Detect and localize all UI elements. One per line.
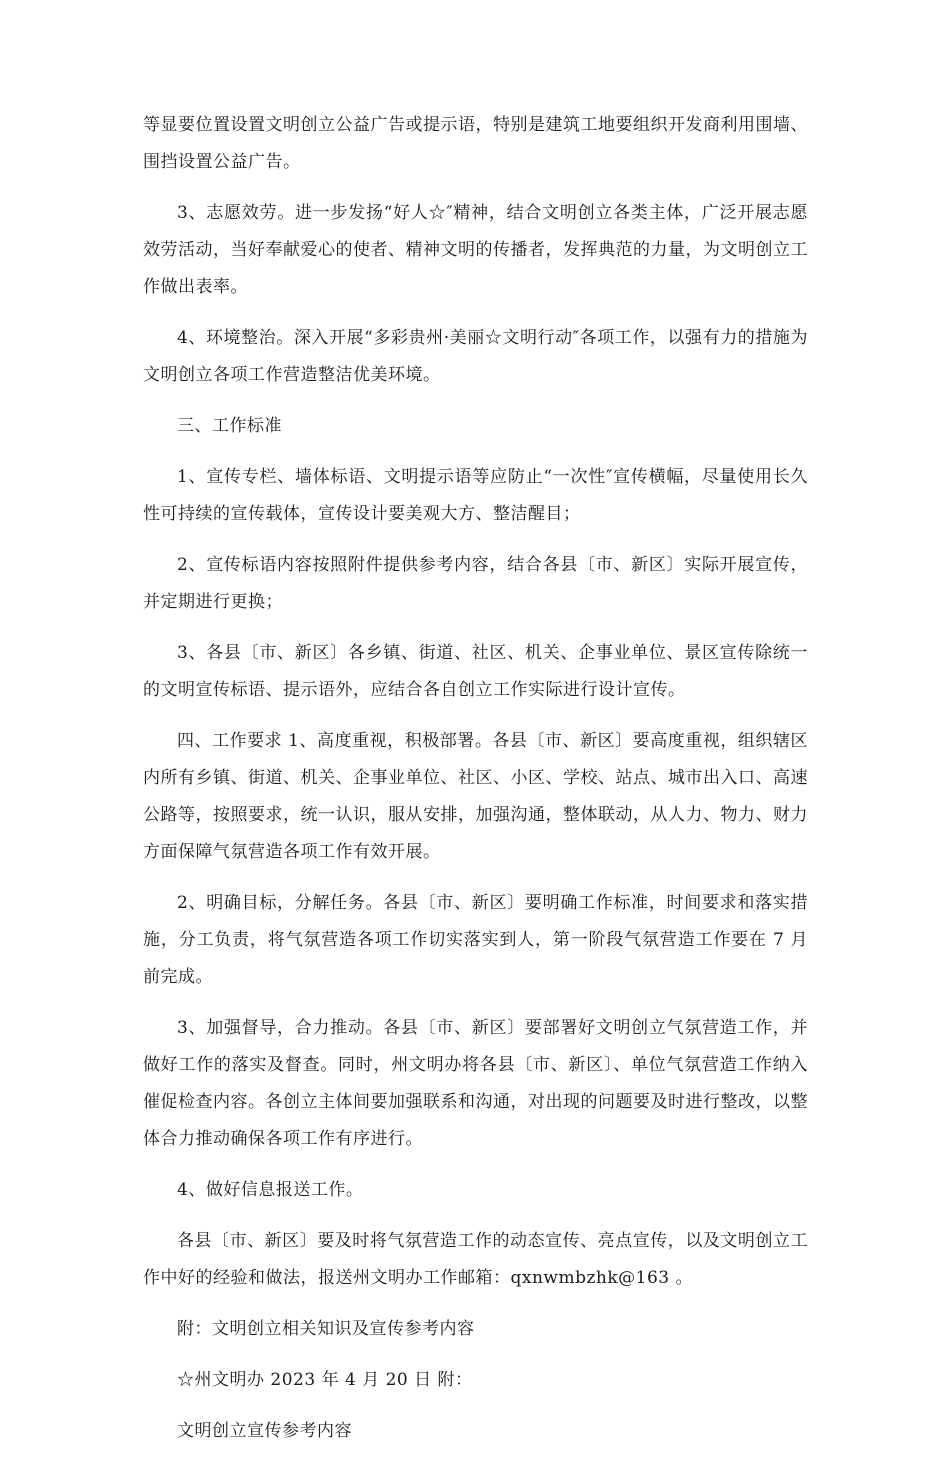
paragraph-continuation: 等显要位置设置文明创立公益广告或提示语，特别是建筑工地要组织开发商利用围墙、围挡设置公益广告。: [143, 115, 808, 172]
paragraph-reference-title: 文明创立宣传参考内容: [177, 1421, 352, 1441]
paragraph-attachment: 附：文明创立相关知识及宣传参考内容: [177, 1319, 475, 1339]
document-body: [143, 107, 808, 1464]
paragraph-requirements-3: 3、加强督导，合力推动。各县〔市、新区〕要部署好文明创立气氛营造工作，并做好工作的落实及督查。同时，州文明办将各县〔市、新区〕、单位气氛营造工作纳入催促检查内容。各创立主体间要加强联系和沟通，对出现的问题要及时进行整改，以整体合力推动确保各项工作有序进行。: [143, 1018, 808, 1149]
paragraph-standard-2: 2、宣传标语内容按照附件提供参考内容，结合各县〔市、新区〕实际开展宣传，并定期进行更换；: [143, 555, 808, 612]
paragraph-requirements-1: 四、工作要求 1、高度重视，积极部署。各县〔市、新区〕要高度重视，组织辖区内所有乡镇、街道、机关、企事业单位、社区、小区、学校、站点、城市出入口、高速公路等，按照要求，统一认识，服从安排，加强沟通，整体联动，从人力、物力、财力方面保障气氛营造各项工作有效开展。: [143, 731, 808, 862]
paragraph-volunteer-service: 3、志愿效劳。进一步发扬“好人☆″精神，结合文明创立各类主体，广泛开展志愿效劳活动，当好奉献爱心的使者、精神文明的传播者，发挥典范的力量，为文明创立工作做出表率。: [143, 203, 808, 297]
paragraph-signature-date: ☆州文明办 2023 年 4 月 20 日 附：: [177, 1370, 473, 1390]
paragraph-reporting: 各县〔市、新区〕要及时将气氛营造工作的动态宣传、亮点宣传，以及文明创立工作中好的经验和做法，报送州文明办工作邮箱：qxnwmbzhk@163 。: [143, 1231, 808, 1288]
paragraph-requirements-2: 2、明确目标，分解任务。各县〔市、新区〕要明确工作标准，时间要求和落实措施，分工负责，将气氛营造各项工作切实落实到人，第一阶段气氛营造工作要在 7 月前完成。: [143, 893, 808, 987]
paragraph-environment: 4、环境整治。深入开展“多彩贵州·美丽☆文明行动″各项工作，以强有力的措施为文明创立各项工作营造整洁优美环境。: [143, 328, 808, 385]
paragraph-standard-1: 1、宣传专栏、墙体标语、文明提示语等应防止“一次性″宣传横幅，尽量使用长久性可持续的宣传载体，宣传设计要美观大方、整洁醒目；: [143, 467, 808, 524]
section-heading-work-standards: 三、工作标准: [177, 416, 282, 436]
paragraph-standard-3: 3、各县〔市、新区〕各乡镇、街道、社区、机关、企事业单位、景区宣传除统一的文明宣传标语、提示语外，应结合各自创立工作实际进行设计宣传。: [143, 643, 808, 700]
paragraph-requirements-4: 4、做好信息报送工作。: [177, 1180, 364, 1200]
